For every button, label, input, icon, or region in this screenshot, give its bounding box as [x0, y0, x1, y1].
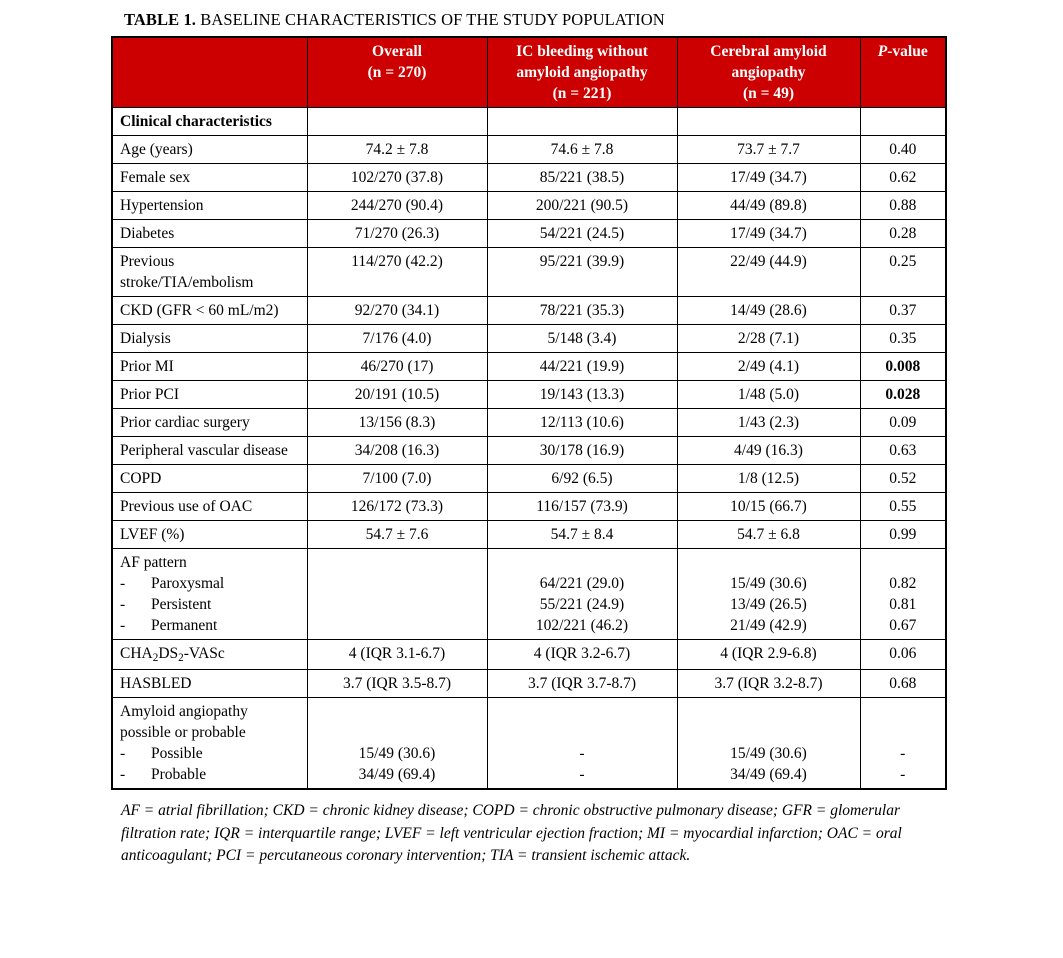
- table-row-af-pattern: [112, 549, 946, 640]
- table-row: [112, 108, 946, 136]
- row-label-amyloid-angiopathy: [112, 698, 307, 790]
- table-row: [112, 192, 946, 220]
- cell-ic-bleeding: 200/221 (90.5): [487, 192, 677, 220]
- cell-overall: 46/270 (17): [307, 353, 487, 381]
- cell-p-value: 0.09: [860, 409, 946, 437]
- column-header-overall: [307, 37, 487, 108]
- cell-p-value: 0.68: [860, 670, 946, 698]
- cell-cerebral: 4 (IQR 2.9-6.8): [677, 640, 860, 670]
- table-row: [112, 521, 946, 549]
- cell-cerebral-af-pattern: [677, 549, 860, 640]
- af-p-persistent: 0.81: [889, 596, 917, 613]
- cell-p-value: 0.028: [860, 381, 946, 409]
- cell-cerebral: 4/49 (16.3): [677, 437, 860, 465]
- row-label-diabetes: Diabetes: [112, 220, 307, 248]
- table-row: [112, 670, 946, 698]
- cell-cerebral: 2/28 (7.1): [677, 325, 860, 353]
- cell-overall-af-pattern: [307, 549, 487, 640]
- cell-overall: 3.7 (IQR 3.5-8.7): [307, 670, 487, 698]
- cell-ic-bleeding: 44/221 (19.9): [487, 353, 677, 381]
- af-p-paroxysmal: 0.82: [889, 575, 917, 592]
- row-label-previous-use-of-oac: Previous use of OAC: [112, 493, 307, 521]
- cell-ic-bleeding: [487, 108, 677, 136]
- af-p-blank: [868, 552, 939, 573]
- column-header-characteristic: [112, 37, 307, 108]
- column-header-cerebral-amyloid-n: (n = 49): [742, 85, 795, 102]
- cell-ic-bleeding: 85/221 (38.5): [487, 164, 677, 192]
- row-label-hasbled: HASBLED: [112, 670, 307, 698]
- table-header-row: [112, 37, 946, 108]
- cell-ic-bleeding: 4 (IQR 3.2-6.7): [487, 640, 677, 670]
- table-body: [112, 108, 946, 790]
- cell-ic-bleeding: 116/157 (73.9): [487, 493, 677, 521]
- cha-sub-2: 2: [178, 651, 184, 664]
- amyloid-cerebral-possible: 15/49 (30.6): [730, 745, 807, 762]
- cell-overall: 71/270 (26.3): [307, 220, 487, 248]
- af-pattern-title: AF pattern: [120, 554, 187, 571]
- af-ic-paroxysmal: 64/221 (29.0): [539, 575, 625, 592]
- table-title: [124, 10, 1063, 30]
- cell-ic-bleeding: 30/178 (16.9): [487, 437, 677, 465]
- cell-p-value-amyloid: [860, 698, 946, 790]
- table-footnote: AF = atrial fibrillation; CKD = chronic kidney disease; COPD = chronic obstructive pulmonary disease; GFR = glomerular filtration rate; IQR = interquartile range; LVEF = left ventricular ejection fraction; MI = myocardial infarction; OAC = oral anticoagulant; PCI = percutaneous coronary intervention; TIA = transient ischemic attack.: [121, 802, 902, 864]
- row-label-ckd: CKD (GFR < 60 mL/m2): [112, 297, 307, 325]
- amyloid-ic-probable: -: [579, 766, 585, 783]
- amyloid-bullet-probable: - Probable: [120, 766, 207, 783]
- cell-ic-bleeding-amyloid: [487, 698, 677, 790]
- cell-p-value: [860, 108, 946, 136]
- cell-cerebral: 10/15 (66.7): [677, 493, 860, 521]
- cell-ic-bleeding: 54.7 ± 8.4: [487, 521, 677, 549]
- cell-ic-bleeding: 5/148 (3.4): [487, 325, 677, 353]
- table-row: [112, 409, 946, 437]
- amyloid-overall-probable: 34/49 (69.4): [358, 766, 436, 783]
- amyloid-p-possible: -: [900, 745, 906, 762]
- cell-cerebral: 1/43 (2.3): [677, 409, 860, 437]
- af-cerebral-permanent: 21/49 (42.9): [730, 617, 807, 634]
- table-row: [112, 136, 946, 164]
- amyloid-bullet-possible: - Possible: [120, 745, 203, 762]
- cell-p-value: 0.88: [860, 192, 946, 220]
- column-header-ic-bleeding: [487, 37, 677, 108]
- table-row: [112, 297, 946, 325]
- cell-ic-bleeding: 3.7 (IQR 3.7-8.7): [487, 670, 677, 698]
- p-value-italic: P: [877, 43, 888, 60]
- cell-ic-bleeding: 6/92 (6.5): [487, 465, 677, 493]
- column-header-ic-bleeding-n: (n = 221): [552, 85, 612, 102]
- cell-overall: 34/208 (16.3): [307, 437, 487, 465]
- cell-p-value: 0.63: [860, 437, 946, 465]
- amyloid-cerebral-probable: 34/49 (69.4): [730, 766, 807, 783]
- cell-p-value: 0.37: [860, 297, 946, 325]
- amyloid-ic-possible: -: [579, 745, 585, 762]
- cell-ic-bleeding: 12/113 (10.6): [487, 409, 677, 437]
- row-label-clinical-characteristics: Clinical characteristics: [112, 108, 307, 136]
- cell-p-value: 0.62: [860, 164, 946, 192]
- cha-post: -VASc: [183, 645, 225, 662]
- row-label-prior-cardiac-surgery: Prior cardiac surgery: [112, 409, 307, 437]
- cell-overall: 74.2 ± 7.8: [307, 136, 487, 164]
- column-header-cerebral-amyloid: [677, 37, 860, 108]
- cha-pre: CHA: [120, 645, 153, 662]
- cell-cerebral: 2/49 (4.1): [677, 353, 860, 381]
- cell-cerebral: 1/8 (12.5): [677, 465, 860, 493]
- cell-cerebral: 54.7 ± 6.8: [677, 521, 860, 549]
- af-ic-permanent: 102/221 (46.2): [535, 617, 629, 634]
- column-header-overall-label: Overall: [372, 43, 422, 60]
- cell-ic-bleeding-af-pattern: [487, 549, 677, 640]
- cell-cerebral-amyloid: [677, 698, 860, 790]
- p-value-rest: -value: [887, 43, 928, 60]
- cell-ic-bleeding: 54/221 (24.5): [487, 220, 677, 248]
- cell-cerebral: 3.7 (IQR 3.2-8.7): [677, 670, 860, 698]
- column-header-ic-bleeding-label: IC bleeding without amyloid angiopathy: [516, 43, 648, 81]
- cell-p-value-af-pattern: [860, 549, 946, 640]
- cell-p-value: 0.06: [860, 640, 946, 670]
- af-ic-blank: [495, 552, 670, 573]
- cell-cerebral: 17/49 (34.7): [677, 220, 860, 248]
- row-label-af-pattern: [112, 549, 307, 640]
- cell-ic-bleeding: 95/221 (39.9): [487, 248, 677, 297]
- table-row: [112, 381, 946, 409]
- cell-p-value: 0.008: [860, 353, 946, 381]
- cell-overall: 244/270 (90.4): [307, 192, 487, 220]
- cell-overall: [307, 108, 487, 136]
- table-row-amyloid-angiopathy: [112, 698, 946, 790]
- table-row: [112, 493, 946, 521]
- cell-overall: 20/191 (10.5): [307, 381, 487, 409]
- cell-ic-bleeding: 19/143 (13.3): [487, 381, 677, 409]
- af-cerebral-persistent: 13/49 (26.5): [730, 596, 807, 613]
- table-row: [112, 164, 946, 192]
- cell-ic-bleeding: 78/221 (35.3): [487, 297, 677, 325]
- table-header: [112, 37, 946, 108]
- cell-cerebral: 73.7 ± 7.7: [677, 136, 860, 164]
- table-row: [112, 325, 946, 353]
- af-p-permanent: 0.67: [889, 617, 917, 634]
- baseline-characteristics-table: [111, 36, 947, 790]
- row-label-age: Age (years): [112, 136, 307, 164]
- amyloid-overall-possible: 15/49 (30.6): [358, 745, 436, 762]
- table-row: [112, 220, 946, 248]
- cell-cerebral: 44/49 (89.8): [677, 192, 860, 220]
- row-label-female-sex: Female sex: [112, 164, 307, 192]
- table-row: [112, 465, 946, 493]
- cha-sub-1: 2: [152, 651, 159, 664]
- af-cerebral-paroxysmal: 15/49 (30.6): [730, 575, 807, 592]
- af-pattern-bullet-paroxysmal: - Paroxysmal: [120, 575, 225, 592]
- cell-p-value: 0.55: [860, 493, 946, 521]
- table-title-label: TABLE 1.: [124, 10, 197, 29]
- column-header-cerebral-amyloid-label: Cerebral amyloid angiopathy: [710, 43, 827, 81]
- cell-overall: 114/270 (42.2): [307, 248, 487, 297]
- cha-mid: DS: [158, 645, 179, 662]
- cell-cerebral: 17/49 (34.7): [677, 164, 860, 192]
- cell-overall-amyloid: [307, 698, 487, 790]
- cell-overall: 92/270 (34.1): [307, 297, 487, 325]
- cell-p-value: 0.40: [860, 136, 946, 164]
- row-label-prior-pci: Prior PCI: [112, 381, 307, 409]
- cell-overall: 54.7 ± 7.6: [307, 521, 487, 549]
- cell-cerebral: 22/49 (44.9): [677, 248, 860, 297]
- cell-p-value: 0.99: [860, 521, 946, 549]
- row-label-copd: COPD: [112, 465, 307, 493]
- cell-ic-bleeding: 74.6 ± 7.8: [487, 136, 677, 164]
- cell-cerebral: 1/48 (5.0): [677, 381, 860, 409]
- cell-overall: 7/100 (7.0): [307, 465, 487, 493]
- cell-overall: 7/176 (4.0): [307, 325, 487, 353]
- cell-cerebral: [677, 108, 860, 136]
- baseline-characteristics-table-container: [111, 36, 945, 790]
- af-cerebral-blank: [685, 552, 853, 573]
- cell-p-value: 0.35: [860, 325, 946, 353]
- cell-overall: 13/156 (8.3): [307, 409, 487, 437]
- cell-overall: 126/172 (73.3): [307, 493, 487, 521]
- table-row: [112, 640, 946, 670]
- cell-p-value: 0.52: [860, 465, 946, 493]
- af-ic-persistent: 55/221 (24.9): [539, 596, 625, 613]
- af-pattern-bullet-persistent: - Persistent: [120, 596, 212, 613]
- af-overall-blank: [315, 552, 480, 573]
- cell-overall: 4 (IQR 3.1-6.7): [307, 640, 487, 670]
- cell-p-value: 0.25: [860, 248, 946, 297]
- table-row: [112, 248, 946, 297]
- amyloid-p-probable: -: [900, 766, 906, 783]
- amyloid-title: Amyloid angiopathy possible or probable: [120, 703, 248, 741]
- row-label-dialysis: Dialysis: [112, 325, 307, 353]
- row-label-peripheral-vascular-disease: Peripheral vascular disease: [112, 437, 307, 465]
- table-title-text: BASELINE CHARACTERISTICS OF THE STUDY POPULATION: [196, 10, 665, 29]
- column-header-overall-n: (n = 270): [367, 64, 427, 81]
- row-label-cha2ds2-vasc: [112, 640, 307, 670]
- table-row: [112, 437, 946, 465]
- cell-overall: 102/270 (37.8): [307, 164, 487, 192]
- row-label-prior-mi: Prior MI: [112, 353, 307, 381]
- row-label-hypertension: Hypertension: [112, 192, 307, 220]
- cell-cerebral: 14/49 (28.6): [677, 297, 860, 325]
- cell-p-value: 0.28: [860, 220, 946, 248]
- row-label-previous-stroke: Previous stroke/TIA/embolism: [112, 248, 307, 297]
- column-header-p-value: [860, 37, 946, 108]
- table-row: [112, 353, 946, 381]
- row-label-lvef: LVEF (%): [112, 521, 307, 549]
- af-pattern-bullet-permanent: - Permanent: [120, 617, 218, 634]
